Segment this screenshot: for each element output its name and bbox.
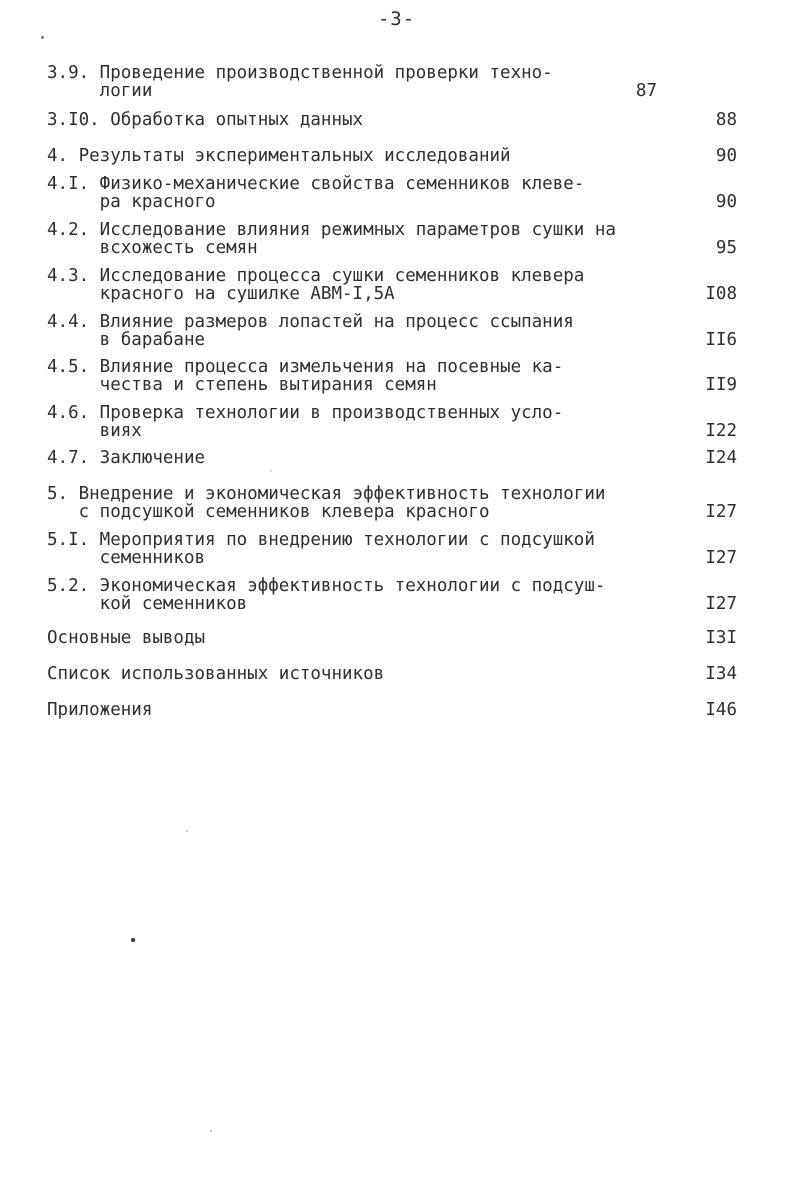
toc-entry-page: I27: [705, 594, 737, 614]
toc-entry-title-line: 3.I0. Обработка опытных данных: [47, 110, 364, 130]
toc-entry-references: [47, 665, 737, 683]
scan-speck: [41, 36, 44, 39]
toc-entry-page: II9: [705, 375, 737, 395]
toc-entry-title-line: 4.4. Влияние размеров лопастей на процесс ссыпания: [47, 312, 574, 332]
toc-entry-title-line: 4.2. Исследование влияния режимных параметров сушки на: [47, 220, 616, 240]
toc-entry-title-line: чества и степень вытирания семян: [47, 375, 437, 395]
toc-entry-5-2: [47, 577, 737, 613]
toc-entry-3-9: [47, 64, 657, 100]
toc-entry-title-line: ра красного: [47, 192, 216, 212]
toc-entry-page: I3I: [705, 628, 737, 648]
toc-entry-4-1: [47, 175, 737, 211]
toc-entry-page: 88: [715, 110, 737, 130]
toc-entry-title-line: 4.5. Влияние процесса измельчения на посевные ка-: [47, 357, 564, 377]
toc-entry-title-line: 3.9. Проведение производственной проверки техно-: [47, 63, 553, 83]
page-number: -3-: [377, 8, 416, 30]
toc-entry-title-line: в барабане: [47, 330, 206, 350]
toc-entry-title-line: 4.6. Проверка технологии в производственных усло-: [47, 403, 564, 423]
toc-entry-title-line: 5.2. Экономическая эффективность технологии с подсуш-: [47, 576, 606, 596]
toc-entry-title-line: 4. Результаты экспериментальных исследований: [47, 146, 511, 166]
toc-entry-title-line: Список использованных источников: [47, 664, 385, 684]
toc-entry-title-line: 4.7. Заключение: [47, 448, 206, 468]
toc-entry-title-line: кой семенников: [47, 594, 248, 614]
toc-entry-appendices: [47, 701, 737, 719]
toc-entry-4-2: [47, 221, 737, 257]
toc-entry-page: I27: [705, 548, 737, 568]
toc-entry-conclusions: [47, 629, 737, 647]
toc-entry-title-line: красного на сушилке АВМ-I,5А: [47, 284, 395, 304]
toc-entry-title-line: Приложения: [47, 700, 153, 720]
toc-entry-title-line: 5. Внедрение и экономическая эффективность технологии: [47, 484, 606, 504]
toc-entry-title-line: 4.I. Физико-механические свойства семенников клеве-: [47, 174, 585, 194]
toc-entry-page: 90: [715, 192, 737, 212]
toc-entry-title-line: с подсушкой семенников клевера красного: [47, 502, 490, 522]
toc-entry-3-10: [47, 111, 737, 129]
toc-entry-page: 87: [635, 81, 657, 101]
toc-entry-4-7: [47, 449, 737, 467]
scan-speck: [186, 830, 188, 832]
toc-entry-4-5: [47, 358, 737, 394]
toc-entry-page: I24: [705, 448, 737, 468]
toc-entry-title-line: 5.I. Мероприятия по внедрению технологии с подсушкой: [47, 530, 595, 550]
toc-entry-page: II6: [705, 330, 737, 350]
toc-entry-5-1: [47, 531, 737, 567]
toc-entry-page: I08: [705, 284, 737, 304]
toc-entry-page: I22: [705, 421, 737, 441]
toc-entry-page: I46: [705, 700, 737, 720]
toc-entry-title-line: логии: [47, 81, 153, 101]
toc-entry-page: 90: [715, 146, 737, 166]
scan-speck: [270, 470, 272, 472]
toc-entry-title-line: 4.3. Исследование процесса сушки семенников клевера: [47, 266, 585, 286]
scan-speck: [210, 1130, 212, 1132]
toc-entry-4: [47, 147, 737, 165]
toc-entry-5: [47, 485, 737, 521]
toc-entry-page: 95: [715, 238, 737, 258]
toc-entry-title-line: семенников: [47, 548, 206, 568]
toc-entry-page: I34: [705, 664, 737, 684]
toc-entry-4-4: [47, 313, 737, 349]
toc-entry-title-line: всхожесть семян: [47, 238, 258, 258]
toc-entry-title-line: виях: [47, 421, 142, 441]
toc-entry-4-3: [47, 267, 737, 303]
toc-entry-title-line: Основные выводы: [47, 628, 206, 648]
toc-entry-page: I27: [705, 502, 737, 522]
toc-entry-4-6: [47, 404, 737, 440]
scan-speck: [131, 938, 135, 942]
